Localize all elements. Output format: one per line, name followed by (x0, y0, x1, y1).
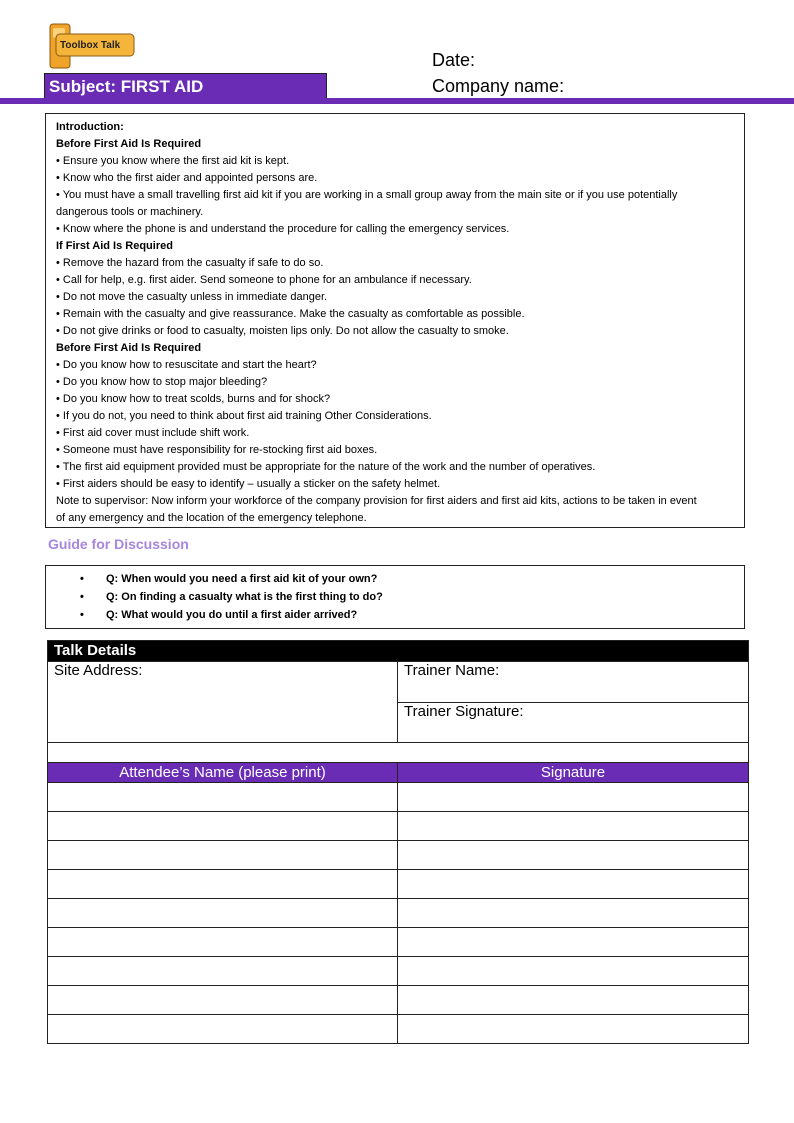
intro-line: • First aid cover must include shift work. (56, 427, 250, 439)
guide-heading: Guide for Discussion (48, 536, 189, 552)
attendee-row (48, 1015, 749, 1044)
question-text: Q: On finding a casualty what is the first thing to do? (106, 591, 383, 603)
subject-title: Subject: FIRST AID (44, 73, 327, 100)
intro-line: dangerous tools or machinery. (56, 206, 204, 218)
attendee-row (48, 783, 749, 812)
intro-line: • Do you know how to resuscitate and start the heart? (56, 359, 317, 371)
intro-line: • Know where the phone is and understand the procedure for calling the emergency services. (56, 223, 510, 235)
intro-line: Introduction: (56, 121, 124, 133)
header-divider (0, 98, 794, 104)
discussion-question (80, 606, 744, 624)
trainer-name-cell[interactable] (398, 662, 749, 703)
logo-text: Toolbox Talk (60, 40, 121, 51)
attendee-name-cell[interactable] (48, 812, 398, 841)
attendee-signature-cell[interactable] (398, 812, 749, 841)
questions-list (46, 570, 744, 624)
attendee-name-cell[interactable] (48, 899, 398, 928)
attendee-signature-cell[interactable] (398, 986, 749, 1015)
intro-line: • Someone must have responsibility for re-stocking first aid boxes. (56, 444, 378, 456)
attendee-row (48, 870, 749, 899)
attendee-signature-cell[interactable] (398, 841, 749, 870)
trainer-signature-label: Trainer Signature: (404, 703, 524, 720)
spacer-row (48, 743, 749, 763)
attendee-row (48, 841, 749, 870)
intro-line: • Ensure you know where the first aid kit is kept. (56, 155, 290, 167)
intro-line: • If you do not, you need to think about first aid training Other Considerations. (56, 410, 432, 422)
attendee-name-cell[interactable] (48, 928, 398, 957)
intro-line: • The first aid equipment provided must be appropriate for the nature of the work and the number of operatives. (56, 461, 596, 473)
talk-details-table (47, 640, 749, 763)
attendee-signature-cell[interactable] (398, 1015, 749, 1044)
attendee-name-cell[interactable] (48, 986, 398, 1015)
attendee-row (48, 812, 749, 841)
attendee-name-cell[interactable] (48, 870, 398, 899)
intro-line: Note to supervisor: Now inform your workforce of the company provision for first aiders and first aid kits, actions to be taken in event (56, 495, 697, 507)
bullet-icon: • (80, 609, 84, 621)
attendee-name-cell[interactable] (48, 1015, 398, 1044)
intro-line: • Do not move the casualty unless in immediate danger. (56, 291, 328, 303)
intro-line: • You must have a small travelling first aid kit if you are working in a small group away from the main site or if you use potentially (56, 189, 678, 201)
attendee-row (48, 928, 749, 957)
attendee-table (47, 762, 749, 1044)
intro-line: Before First Aid Is Required (56, 342, 202, 354)
attendee-row (48, 899, 749, 928)
trainer-signature-cell[interactable] (398, 703, 749, 743)
attendee-signature-cell[interactable] (398, 957, 749, 986)
trainer-name-label: Trainer Name: (404, 662, 500, 679)
introduction-box (45, 113, 745, 528)
date-label: Date: (432, 50, 476, 70)
intro-line: of any emergency and the location of the emergency telephone. (56, 512, 367, 524)
signature-header: Signature (398, 763, 749, 783)
attendee-name-cell[interactable] (48, 841, 398, 870)
question-text: Q: What would you do until a first aider arrived? (106, 609, 358, 621)
discussion-questions-box (45, 565, 745, 629)
attendee-row (48, 957, 749, 986)
attendee-name-header: Attendee’s Name (please print) (48, 763, 398, 783)
attendee-signature-cell[interactable] (398, 870, 749, 899)
intro-line: • Call for help, e.g. first aider. Send someone to phone for an ambulance if necessary. (56, 274, 472, 286)
site-address-label: Site Address: (54, 662, 143, 679)
intro-line: Before First Aid Is Required (56, 138, 202, 150)
intro-line: • Know who the first aider and appointed persons are. (56, 172, 318, 184)
bullet-icon: • (80, 573, 84, 585)
discussion-question (80, 570, 744, 588)
intro-line: • First aiders should be easy to identify – usually a sticker on the safety helmet. (56, 478, 441, 490)
toolbox-talk-logo (48, 22, 136, 72)
site-address-cell[interactable] (48, 662, 398, 743)
attendee-name-cell[interactable] (48, 783, 398, 812)
question-text: Q: When would you need a first aid kit of your own? (106, 573, 378, 585)
intro-line: • Remain with the casualty and give reassurance. Make the casualty as comfortable as possible. (56, 308, 525, 320)
intro-line: • Do not give drinks or food to casualty, moisten lips only. Do not allow the casualty to smoke. (56, 325, 509, 337)
company-name-label: Company name: (432, 76, 565, 96)
attendee-signature-cell[interactable] (398, 899, 749, 928)
intro-line: • Do you know how to treat scolds, burns and for shock? (56, 393, 331, 405)
discussion-question (80, 588, 744, 606)
bullet-icon: • (80, 591, 84, 603)
attendee-signature-cell[interactable] (398, 783, 749, 812)
intro-line: If First Aid Is Required (56, 240, 173, 252)
intro-line: • Remove the hazard from the casualty if safe to do so. (56, 257, 324, 269)
attendee-signature-cell[interactable] (398, 928, 749, 957)
attendee-name-cell[interactable] (48, 957, 398, 986)
intro-line: • Do you know how to stop major bleeding? (56, 376, 268, 388)
talk-details-heading: Talk Details (48, 641, 749, 662)
attendee-row (48, 986, 749, 1015)
